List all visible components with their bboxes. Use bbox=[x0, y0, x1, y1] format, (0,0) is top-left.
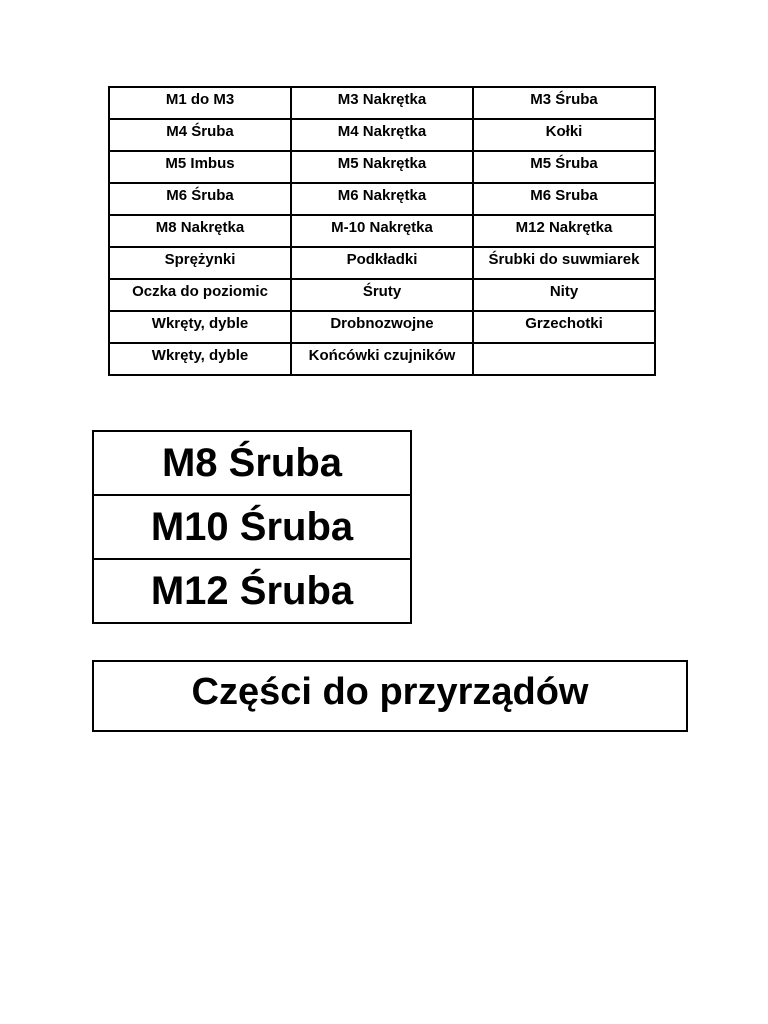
table-row bbox=[109, 311, 655, 343]
large-label-cell: M12 Śruba bbox=[93, 559, 411, 623]
table-row bbox=[109, 183, 655, 215]
table-cell: M3 Śruba bbox=[473, 87, 655, 119]
table-row bbox=[109, 343, 655, 375]
table-cell: M5 Nakrętka bbox=[291, 151, 473, 183]
table-cell-empty bbox=[473, 343, 655, 375]
table-cell: Śrubki do suwmiarek bbox=[473, 247, 655, 279]
table-cell: M5 Śruba bbox=[473, 151, 655, 183]
table-cell: Drobnozwojne bbox=[291, 311, 473, 343]
table-cell: Końcówki czujników bbox=[291, 343, 473, 375]
large-label-cell: M10 Śruba bbox=[93, 495, 411, 559]
table-cell: Sprężynki bbox=[109, 247, 291, 279]
table-cell: M6 Śruba bbox=[109, 183, 291, 215]
table-row bbox=[93, 559, 411, 623]
table-row bbox=[109, 87, 655, 119]
large-label-cell: M8 Śruba bbox=[93, 431, 411, 495]
table-row bbox=[93, 431, 411, 495]
table-cell: M6 Nakrętka bbox=[291, 183, 473, 215]
table-cell: Śruty bbox=[291, 279, 473, 311]
table-cell: Wkręty, dyble bbox=[109, 311, 291, 343]
table-row bbox=[109, 119, 655, 151]
table-row bbox=[109, 247, 655, 279]
table-cell: Nity bbox=[473, 279, 655, 311]
small-label-table bbox=[108, 86, 656, 376]
table-cell: M6 Sruba bbox=[473, 183, 655, 215]
table-cell: M4 Śruba bbox=[109, 119, 291, 151]
banner-label: Części do przyrządów bbox=[92, 660, 688, 732]
table-cell: M12 Nakrętka bbox=[473, 215, 655, 247]
table-cell: Podkładki bbox=[291, 247, 473, 279]
table-cell: M1 do M3 bbox=[109, 87, 291, 119]
table-cell: M3 Nakrętka bbox=[291, 87, 473, 119]
table-row bbox=[93, 495, 411, 559]
table-cell: Kołki bbox=[473, 119, 655, 151]
table-cell: M-10 Nakrętka bbox=[291, 215, 473, 247]
table-row bbox=[109, 215, 655, 247]
large-label-table bbox=[92, 430, 412, 624]
table-cell: M8 Nakrętka bbox=[109, 215, 291, 247]
table-cell: Wkręty, dyble bbox=[109, 343, 291, 375]
table-cell: M5 Imbus bbox=[109, 151, 291, 183]
table-row bbox=[109, 151, 655, 183]
table-cell: Grzechotki bbox=[473, 311, 655, 343]
table-cell: M4 Nakrętka bbox=[291, 119, 473, 151]
table-cell: Oczka do poziomic bbox=[109, 279, 291, 311]
table-row bbox=[109, 279, 655, 311]
